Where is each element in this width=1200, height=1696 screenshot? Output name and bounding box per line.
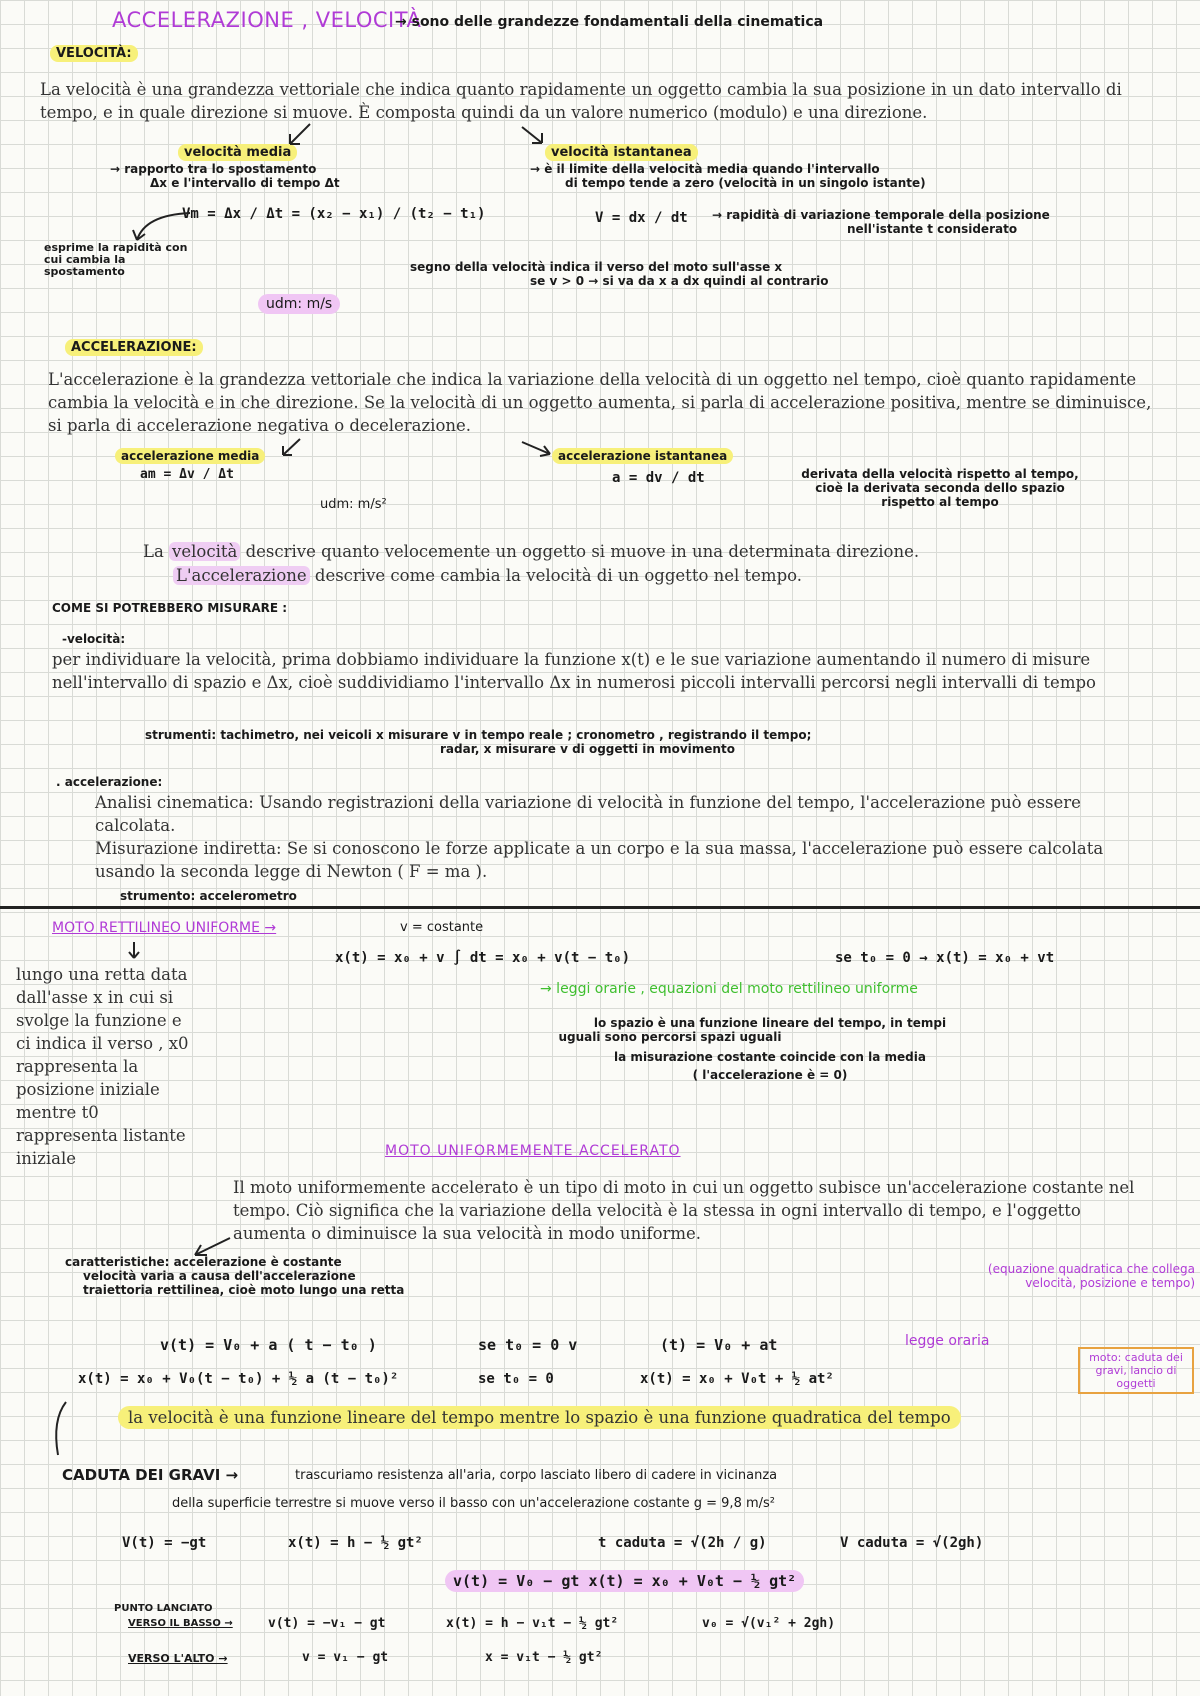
mua-formula-2: x(t) = x₀ + V₀(t − t₀) + ½ a (t − t₀)² <box>78 1371 399 1387</box>
mua-summary-text: la velocità è una funzione lineare del tempo mentre lo spazio è una funzione quadratica del tempo <box>118 1406 961 1429</box>
summary-line-2 <box>173 564 802 587</box>
page-title: ACCELERAZIONE , VELOCITÀ <box>112 8 422 32</box>
gravi-formula-general-text: v(t) = V₀ − gt x(t) = x₀ + V₀t − ½ gt² <box>445 1570 804 1592</box>
acc-ist-note-2: cioè la derivata seconda dello spazio <box>815 481 1065 495</box>
vel-media-side-note: esprime la rapidità con cui cambia la spostamento <box>44 241 188 278</box>
gravi-heading: CADUTA DEI GRAVI → <box>62 1466 239 1484</box>
mua-char-2: velocità varia a causa dell'accelerazione <box>83 1269 356 1283</box>
mru-note-4: ( l'accelerazione è = 0) <box>692 1068 848 1082</box>
acc-ist-note-3: rispetto al tempo <box>881 495 999 509</box>
vel-media-desc-2: Δx e l'intervallo di tempo Δt <box>150 176 340 190</box>
acc-ist-label-text: accelerazione istantanea <box>552 448 733 464</box>
arrow-mru-down <box>124 940 144 962</box>
arrow-to-vel-ist <box>520 125 560 155</box>
vel-sign-note-2: se v > 0 → si va da x a dx quindi al contrario <box>530 274 829 288</box>
gravi-formula-vcaduta: V caduta = √(2gh) <box>840 1535 984 1551</box>
vel-media-formula: Vm = Δx / Δt = (x₂ − x₁) / (t₂ − t₁) <box>182 206 486 222</box>
measure-acc-tool: strumento: accelerometro <box>120 889 297 903</box>
acc-unit: udm: m/s² <box>320 497 387 512</box>
summary-line-2-post: descrive come cambia la velocità di un oggetto nel tempo. <box>309 566 803 585</box>
measure-acc-label: . accelerazione: <box>56 775 163 789</box>
mua-box-note: moto: caduta dei gravi, lancio di oggetti <box>1078 1347 1194 1394</box>
gravi-text-2: della superficie terrestre si muove verso il basso con un'accelerazione costante g = 9,8 m/s² <box>172 1496 775 1511</box>
mru-side-text: lungo una retta data dall'asse x in cui si svolge la funzione e ci indica il verso , x0 rappresenta la posizione iniziale mentre t0 rappresenta listante iniziale <box>16 965 189 1168</box>
mru-formula-right: se t₀ = 0 → x(t) = x₀ + vt <box>835 950 1055 966</box>
gravi-formula-tcaduta: t caduta = √(2h / g) <box>598 1535 767 1551</box>
mua-char-3: traiettoria rettilinea, cioè moto lungo una retta <box>83 1283 405 1297</box>
vel-unit: udm: m/s <box>258 294 340 314</box>
mua-formula-1-right: (t) = V₀ + at <box>660 1336 778 1354</box>
mua-formula-2-right: x(t) = x₀ + V₀t + ½ at² <box>640 1371 834 1387</box>
mru-constant: v = costante <box>400 920 484 935</box>
gravi-alto-label: VERSO L'ALTO → <box>128 1652 228 1665</box>
mru-law: → leggi orarie , equazioni del moto rettilineo uniforme <box>540 981 918 997</box>
mua-side-note: (equazione quadratica che collega velocità, posizione e tempo) <box>987 1262 1195 1290</box>
vel-ist-desc-1: → è il limite della velocità media quando l'intervallo <box>530 162 880 176</box>
gravi-alto-formula-1: v = v₁ − gt <box>302 1650 389 1665</box>
mua-formula-1: v(t) = V₀ + a ( t − t₀ ) <box>160 1336 377 1354</box>
arrow-to-acc-media <box>275 437 305 462</box>
acc-media-label-text: accelerazione media <box>115 448 265 464</box>
vel-ist-desc-2: di tempo tende a zero (velocità in un singolo istante) <box>565 176 926 190</box>
gravi-basso-formula-1: v(t) = −v₁ − gt <box>268 1616 386 1631</box>
gravi-text-1: trascuriamo resistenza all'aria, corpo lasciato libero di cadere in vicinanza <box>295 1468 778 1483</box>
arrow-mua-char <box>185 1235 235 1260</box>
vel-media-label-text: velocità media <box>178 144 297 161</box>
vel-media-desc-1: → rapporto tra lo spostamento <box>110 162 317 176</box>
section-divider <box>0 906 1200 909</box>
measure-heading: COME SI POTREBBERO MISURARE : <box>52 601 288 615</box>
summary-line-1 <box>143 540 919 563</box>
measure-velocity-label: -velocità: <box>62 632 126 646</box>
bracket-mua <box>50 1400 70 1460</box>
gravi-formula-v: V(t) = −gt <box>122 1535 207 1551</box>
measure-tools-1: strumenti: tachimetro, nei veicoli x misurare v in tempo reale ; cronometro , registrando il tempo; <box>145 728 812 742</box>
vel-ist-label-text: velocità istantanea <box>545 144 698 161</box>
mua-intro: Il moto uniformemente accelerato è un tipo di moto in cui un oggetto subisce un'accelerazione costante nel tempo. Ciò significa che la variazione della velocità è la stessa in ogni intervallo di tempo, e l'oggetto aumenta o diminuisce la sua velocità in modo uniforme. <box>233 1178 1135 1243</box>
measure-tools-2: radar, x misurare v di oggetti in movimento <box>440 742 735 756</box>
mua-formula-2-cond: se t₀ = 0 <box>478 1371 554 1387</box>
vel-ist-note-2: nell'istante t considerato <box>847 222 1018 236</box>
gravi-formula-general <box>445 1571 804 1590</box>
velocity-heading: VELOCITÀ: <box>50 45 138 62</box>
gravi-basso-formula-2: x(t) = h − v₁t − ½ gt² <box>446 1616 619 1631</box>
gravi-alto-formula-2: x = v₁t − ½ gt² <box>485 1650 603 1665</box>
gravi-basso-label: VERSO IL BASSO → <box>128 1618 233 1629</box>
gravi-formula-x: x(t) = h − ½ gt² <box>288 1535 423 1551</box>
summary-velocity-highlight: velocità <box>169 542 240 561</box>
mru-note-2: uguali sono percorsi spazi uguali <box>558 1030 782 1044</box>
mua-law: legge oraria <box>905 1333 990 1349</box>
vel-sign-note <box>410 260 829 288</box>
gravi-basso-formula-3: v₀ = √(v₁² + 2gh) <box>702 1616 836 1631</box>
summary-acceleration-highlight: L'accelerazione <box>173 566 310 585</box>
acceleration-heading: ACCELERAZIONE: <box>65 339 203 356</box>
arrow-to-acc-ist <box>520 440 560 465</box>
mru-heading: MOTO RETTILINEO UNIFORME → <box>52 920 277 936</box>
title-note: → sono delle grandezze fondamentali della cinematica <box>395 14 824 30</box>
acc-ist-note-1: derivata della velocità rispetto al tempo, <box>801 467 1079 481</box>
vel-ist-note <box>712 208 1050 236</box>
summary-line-1-pre: La <box>143 542 170 561</box>
vel-ist-note-1: → rapidità di variazione temporale della posizione <box>712 208 1050 222</box>
vel-ist-formula: V = dx / dt <box>595 210 688 226</box>
acceleration-intro: L'accelerazione è la grandezza vettoriale che indica la variazione della velocità di un oggetto nel tempo, cioè quanto rapidamente cambia la velocità e in che direzione. Se la velocità di un oggetto aumenta, si parla di accelerazione positiva, mentre se diminuisce, si parla di accelerazione negativa o decelerazione. <box>48 370 1152 435</box>
mua-summary <box>118 1406 961 1429</box>
acc-media-formula: am = Δv / Δt <box>140 467 234 482</box>
summary-line-1-post: descrive quanto velocemente un oggetto si muove in una determinata direzione. <box>240 542 920 561</box>
measure-acc-text-2: Misurazione indiretta: Se si conoscono le forze applicate a un corpo e la sua massa, l'accelerazione può essere calcolata usando la seconda legge di Newton ( F = ma ). <box>95 839 1104 881</box>
mru-formula: x(t) = x₀ + v ∫ dt = x₀ + v(t − t₀) <box>335 950 631 966</box>
mua-char-1: caratteristiche: accelerazione è costante <box>65 1255 342 1269</box>
arrow-to-vel-media <box>280 122 320 152</box>
mru-note-3: la misurazione costante coincide con la media <box>614 1050 926 1064</box>
mua-heading: MOTO UNIFORMEMENTE ACCELERATO <box>385 1143 681 1159</box>
vel-ist-desc <box>530 162 926 190</box>
arrow-to-side-note <box>125 210 195 245</box>
vel-ist-label <box>545 145 698 160</box>
mua-formula-1-cond: se t₀ = 0 v <box>478 1336 578 1354</box>
acc-ist-note <box>730 467 1150 509</box>
vel-sign-note-1: segno della velocità indica il verso del moto sull'asse x <box>410 260 783 274</box>
measure-velocity-text: per individuare la velocità, prima dobbiamo individuare la funzione x(t) e le sue variazione aumentando il numero di misure nell'intervallo di spazio e Δx, cioè suddividiamo l'intervallo Δx in numerosi piccoli intervalli percorsi negli intervalli di tempo <box>52 650 1096 692</box>
acc-media-label <box>115 449 265 463</box>
acc-ist-label <box>552 449 733 463</box>
mru-note-1: lo spazio è una funzione lineare del tempo, in tempi <box>593 1016 947 1030</box>
gravi-lancio-label: PUNTO LANCIATO <box>114 1603 213 1614</box>
vel-media-desc <box>110 162 340 190</box>
mua-characteristics <box>65 1255 404 1297</box>
mru-notes <box>470 1016 1070 1082</box>
measure-tools <box>145 728 811 756</box>
measure-acc-text-1: Analisi cinematica: Usando registrazioni della variazione di velocità in funzione del tempo, l'accelerazione può essere calcolata. <box>95 793 1081 835</box>
velocity-intro: La velocità è una grandezza vettoriale che indica quanto rapidamente un oggetto cambia la sua posizione in un dato intervallo di tempo, e in quale direzione si muove. È composta quindi da un valore numerico (modulo) e una direzione. <box>40 80 1122 122</box>
acc-ist-formula: a = dv / dt <box>612 470 705 486</box>
